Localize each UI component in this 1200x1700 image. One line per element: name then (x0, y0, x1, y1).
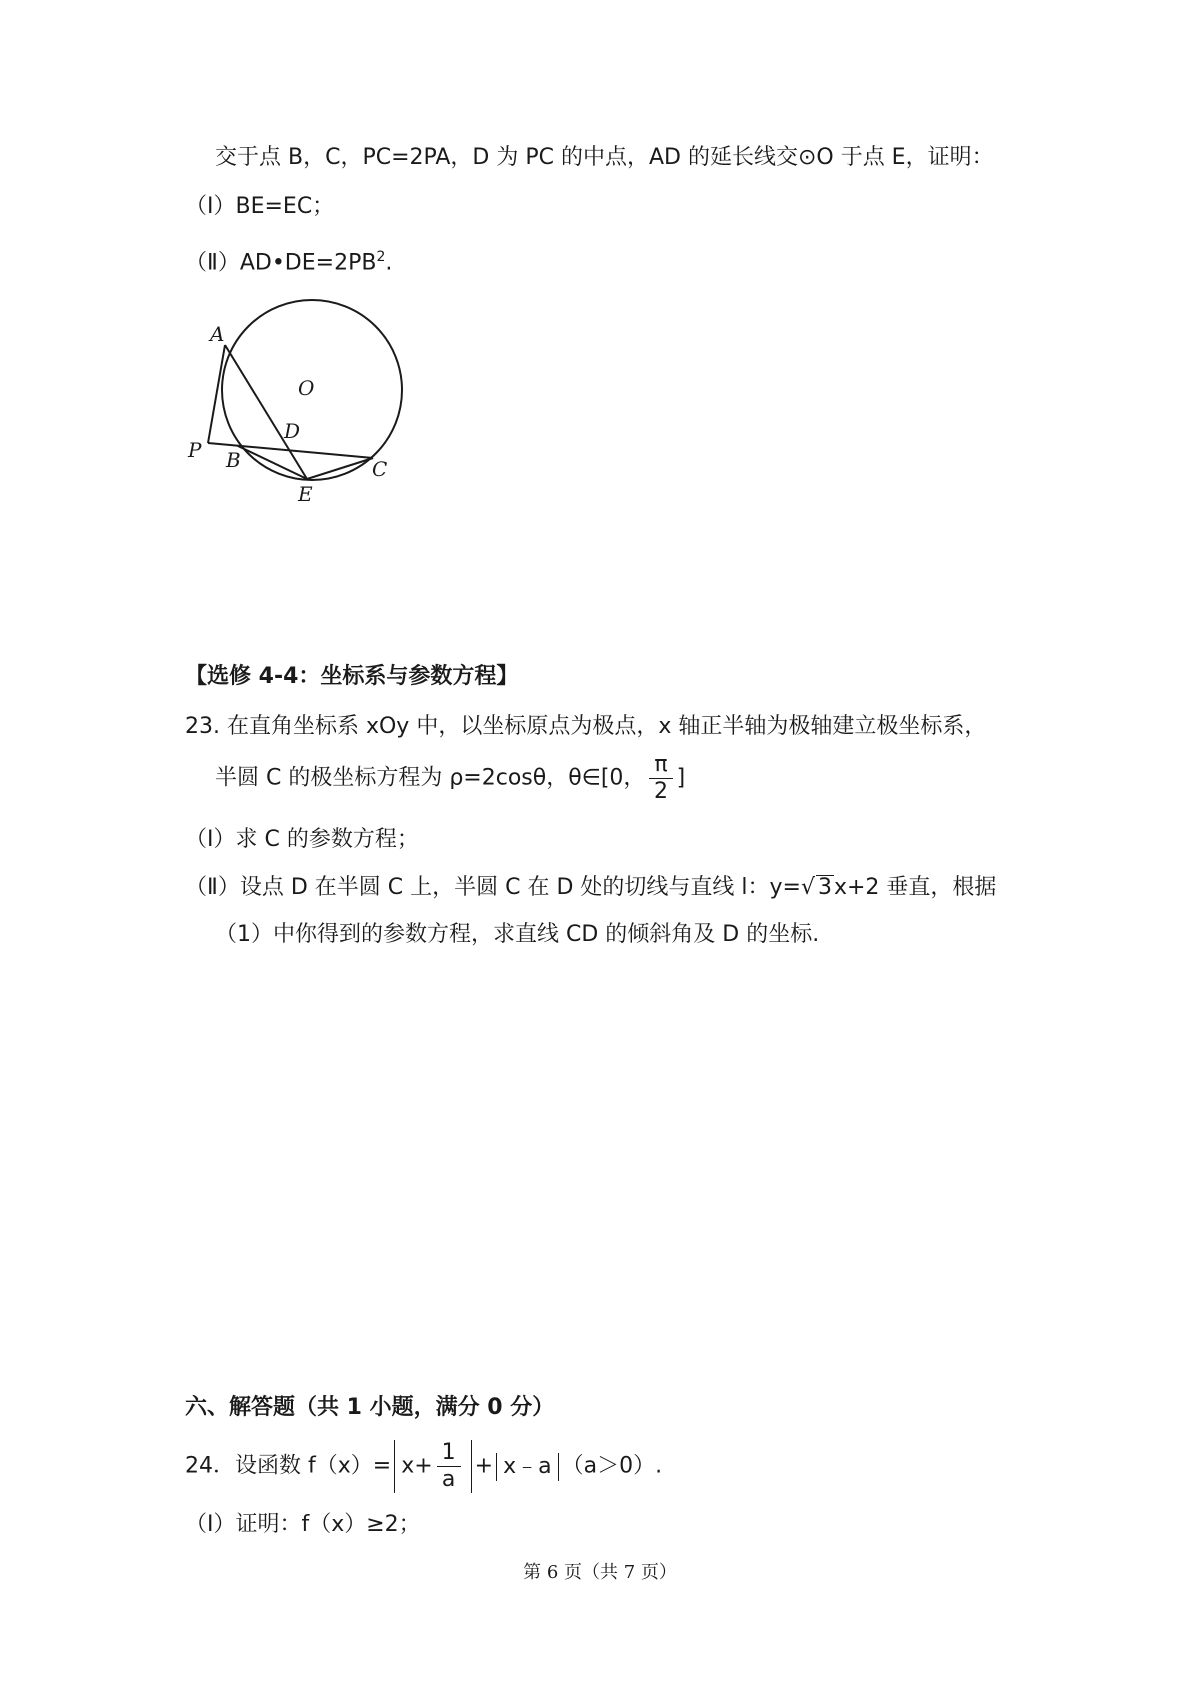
q23-fraction-pi-over-2 (649, 752, 672, 805)
q23-line2-close: ] (676, 765, 686, 791)
q24-prefix: 24．设函数 f（x）= (185, 1453, 392, 1479)
label-a: A (210, 322, 225, 346)
q24-part1: （Ⅰ）证明：f（x）≥2； (185, 1512, 421, 1537)
q22-part2-text: （Ⅱ）AD•DE=2PB (185, 250, 377, 276)
q23-part2-text: （Ⅱ）设点 D 在半圆 C 上，半圆 C 在 D 处的切线与直线 l：y= (185, 875, 801, 900)
label-o: O (298, 376, 315, 400)
q23-part1: （Ⅰ）求 C 的参数方程； (185, 827, 419, 852)
q24-abs-2: x﹣a (496, 1453, 559, 1481)
page-footer: 第 6 页（共 7 页） (523, 1562, 677, 1583)
q24-abs1-text: x+ (401, 1453, 433, 1479)
label-p: P (188, 438, 202, 462)
q24-statement (185, 1440, 662, 1493)
q22-statement-tail: 交于点 B，C，PC=2PA，D 为 PC 的中点，AD 的延长线交⊙O 于点 E，证明： (215, 145, 994, 170)
fraction-denominator: 2 (654, 779, 669, 804)
q22-part2 (185, 242, 392, 278)
label-d: D (284, 419, 301, 443)
q24-suffix: （a＞0）. (561, 1453, 663, 1479)
fraction-numerator: 1 (437, 1440, 461, 1467)
label-c: C (372, 457, 388, 481)
q22-part2-exponent: 2 (376, 249, 386, 265)
sqrt-sign: √ (800, 875, 815, 900)
section-6-heading: 六、解答题（共 1 小题，满分 0 分） (185, 1395, 555, 1420)
fraction-numerator: π (649, 752, 672, 779)
q24-plus: + (474, 1453, 494, 1479)
label-b: B (226, 448, 241, 472)
label-e: E (298, 482, 313, 506)
circle-geometry-figure (180, 295, 420, 525)
q22-part1: （Ⅰ）BE=EC； (185, 194, 335, 219)
section-44-heading: 【选修 4-4：坐标系与参数方程】 (185, 664, 519, 689)
q23-line1: 23. 在直角坐标系 xOy 中，以坐标原点为极点，x 轴正半轴为极轴建立极坐标系， (185, 714, 987, 739)
q23-part2-rest: x+2 垂直，根据 (833, 875, 997, 900)
fraction-denominator: a (441, 1467, 456, 1492)
q23-part2-continued: （1）中你得到的参数方程，求直线 CD 的倾斜角及 D 的坐标. (215, 922, 820, 947)
q23-part2 (185, 873, 996, 903)
q22-part2-end: . (385, 250, 393, 276)
q23-line2-text: 半圆 C 的极坐标方程为 ρ=2cosθ，θ∈[0， (215, 765, 646, 791)
sqrt-radicand: 3 (817, 875, 832, 900)
q24-fraction-1-over-a (437, 1440, 461, 1493)
q24-abs-1 (394, 1440, 471, 1493)
q23-line2 (215, 752, 685, 805)
